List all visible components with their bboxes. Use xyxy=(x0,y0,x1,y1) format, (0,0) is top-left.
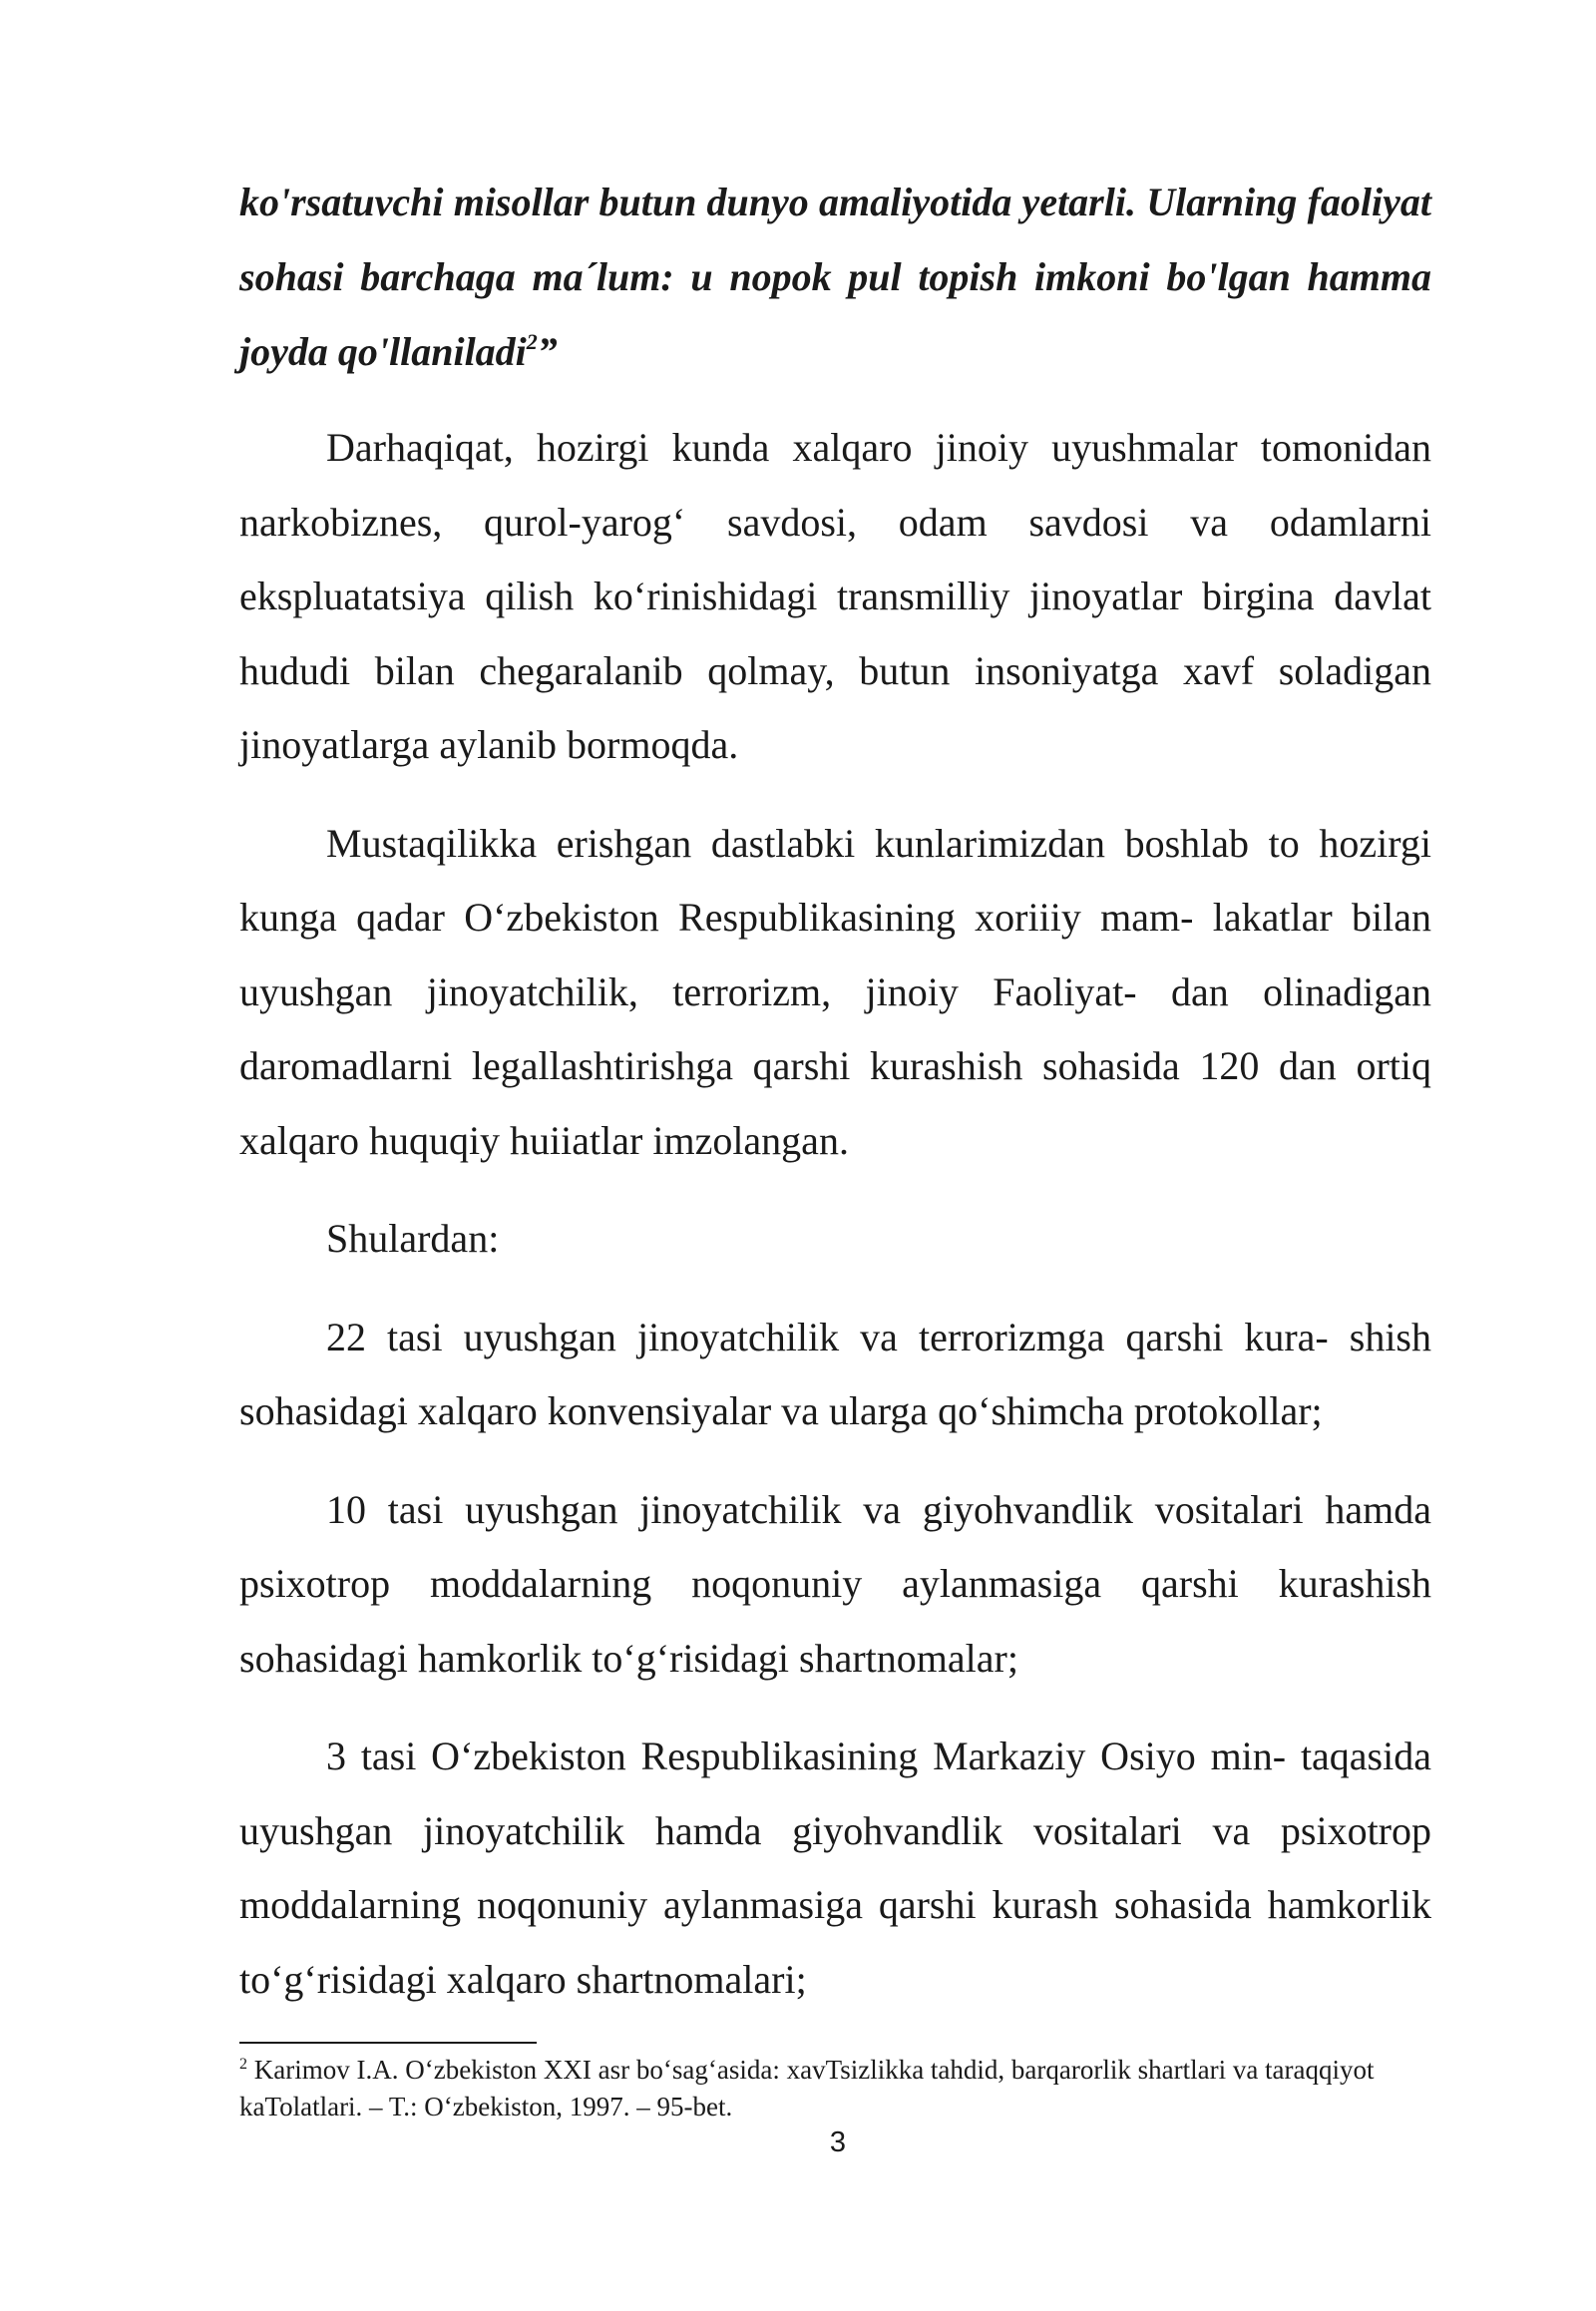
quote-text: ko'rsatuvchi misollar butun dunyo amaliyotida yetarli. Ularning faoliyat sohasi barchaga ma´lum: u nopok pul topish imkoni bo'lgan hamma joyda qo'llaniladi xyxy=(239,180,1431,374)
list-item-22-conventions: 22 tasi uyushgan jinoyatchilik va terrorizmga qarshi kura- shish sohasidagi xalqaro konvensiyalar va ularga qo‘shimcha protokollar; xyxy=(239,1314,1431,1433)
closing-quote-mark: ” xyxy=(537,329,558,374)
footnote-reference[interactable]: 2 xyxy=(526,329,538,354)
quote-paragraph xyxy=(239,165,1431,389)
list-item-10-agreements: 10 tasi uyushgan jinoyatchilik va giyohvandlik vositalari hamda psixotrop moddalarning noqonuniy aylanmasiga qarshi kurashish sohasidagi hamkorlik to‘g‘risidagi shartnomalar; xyxy=(239,1486,1431,1681)
footnote-separator xyxy=(239,2042,537,2044)
page-body xyxy=(239,165,1431,2041)
paragraph-darhaqiqat: Darhaqiqat, hozirgi kunda xalqaro jinoiy uyushmalar tomonidan narkobiznes, qurol-yarog‘ savdosi, odam savdosi va odamlarni ekspluatatsiya qilish ko‘rinishidagi transmilliy jinoyatlar birgina davlat hududi bilan chegaralanib qolmay, butun insoniyatga xavf soladigan jinoyatlarga aylanib bormoqda. xyxy=(239,425,1431,767)
page-number: 3 xyxy=(829,2126,847,2158)
paragraph-mustaqilikka: Mustaqilikka erishgan dastlabki kunlarimizdan boshlab to hozirgi kunga qadar O‘zbekiston Respublikasining xoriiiy mam- lakatlar bilan uyushgan jinoyatchilik, terrorizm, jinoiy Faoliyat- dan olinadigan daromadlarni legallashtirishga qarshi kurashish sohasida 120 dan ortiq xalqaro huquqiy huiiatlar imzolangan. xyxy=(239,820,1431,1163)
list-item-3-treaties: 3 tasi O‘zbekiston Respublikasining Markaziy Osiyo min- taqasida uyushgan jinoyatchilik hamda giyohvandlik vositalari va psixotrop moddalarning noqonuniy aylanmasiga qarshi kurash sohasida hamkorlik to‘g‘risidagi xalqaro shartnomalari; xyxy=(239,1733,1431,2002)
footnote xyxy=(239,2052,1431,2125)
footnote-number: 2 xyxy=(239,2056,247,2073)
paragraph-shulardan: Shulardan: xyxy=(326,1216,500,1261)
footnote-text: Karimov I.A. O‘zbekiston XXI asr bo‘sag‘asida: xavTsizlikka tahdid, barqarorlik shartlari va taraqqiyot kaTolatlari. – T.: O‘zbekiston, 1997. – 95-bet. xyxy=(239,2055,1375,2121)
